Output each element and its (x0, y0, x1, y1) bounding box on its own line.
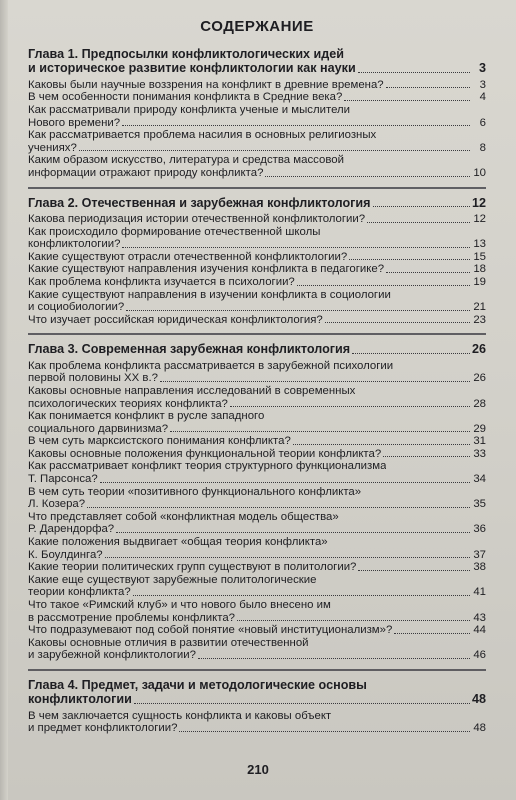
toc-line (28, 226, 486, 239)
toc-line-text: Глава 3. Современная зарубежная конфликтология (28, 342, 351, 357)
toc-line-text: Как рассматривали природу конфликта ученые и мыслители (28, 104, 351, 116)
toc-entry (28, 486, 486, 511)
toc-line-text: и историческое развитие конфликтологии как науки (28, 61, 356, 76)
toc-line (28, 276, 486, 289)
toc-line (28, 678, 486, 692)
toc-entry (28, 276, 486, 289)
toc-line-text: конфликтологии (28, 692, 132, 707)
toc-line-text: информации отражают природу конфликта? (28, 166, 264, 179)
toc-line (28, 238, 486, 251)
toc-line (28, 511, 486, 524)
dot-leader (325, 322, 470, 323)
toc-entry (28, 410, 486, 435)
toc-line (28, 448, 486, 461)
toc-chapter (28, 196, 486, 327)
toc-line-text: Какие еще существуют зарубежные политологические (28, 573, 317, 586)
toc-line (28, 117, 486, 130)
toc-line (28, 649, 486, 662)
toc-entry (28, 314, 486, 327)
toc-line-text: первой половины XX в.? (28, 372, 158, 385)
toc-line-text: Т. Парсонса? (28, 473, 98, 486)
toc-line (28, 722, 486, 735)
toc-line (28, 167, 486, 180)
toc-page-ref: 34 (473, 473, 486, 486)
toc-entry (28, 79, 486, 92)
toc-page-ref: 31 (473, 435, 486, 448)
toc-line (28, 624, 486, 637)
toc-line (28, 61, 486, 75)
toc-page-ref: 33 (473, 447, 486, 460)
toc-entry (28, 360, 486, 385)
toc-line (28, 47, 486, 61)
toc-page-ref: 29 (473, 422, 486, 435)
toc-line (28, 385, 486, 398)
toc-page-ref: 28 (473, 397, 486, 410)
toc-line-text: и социобиологии? (28, 301, 125, 314)
toc-entry (28, 536, 486, 561)
chapter-heading (28, 678, 486, 707)
dot-leader (352, 353, 470, 354)
toc-line (28, 460, 486, 473)
dot-leader (344, 100, 470, 101)
toc-page-ref: 35 (473, 498, 486, 511)
toc-entry (28, 710, 486, 735)
dot-leader (373, 206, 470, 207)
toc-line (28, 435, 486, 448)
toc-line-text: Как рассматривает конфликт теория структурного функционализма (28, 460, 387, 473)
toc-line-text: В чем заключается сущность конфликта и каковы объект (28, 709, 332, 722)
dot-leader (170, 431, 470, 432)
toc-line (28, 154, 486, 167)
chapter-heading (28, 47, 486, 76)
dot-leader (122, 125, 470, 126)
dot-leader (293, 444, 470, 445)
toc-chapter (28, 678, 486, 735)
chapter-divider (28, 187, 486, 189)
toc-line-text: Что изучает российская юридическая конфликтология? (28, 313, 323, 326)
toc-line (28, 423, 486, 436)
toc-line (28, 574, 486, 587)
toc-page-ref: 36 (473, 523, 486, 536)
dot-leader (237, 620, 470, 621)
toc-line-text: Как проблема конфликта рассматривается в зарубежной психологии (28, 359, 394, 372)
toc-line (28, 637, 486, 650)
toc-line (28, 142, 486, 155)
toc-line-text: и предмет конфликтологии? (28, 722, 178, 735)
dot-leader (100, 482, 470, 483)
toc-line-text: Нового времени? (28, 116, 121, 129)
toc-entry (28, 511, 486, 536)
toc-entry (28, 251, 486, 264)
toc-line-text: В чем суть марксистского понимания конфликта? (28, 435, 291, 448)
toc-line-text: социального дарвинизма? (28, 422, 169, 435)
toc-entry (28, 104, 486, 129)
toc-line (28, 301, 486, 314)
toc-line-text: К. Боулдинга? (28, 548, 103, 561)
dot-leader (122, 247, 470, 248)
toc-page-ref: 23 (473, 313, 486, 326)
dot-leader (133, 595, 470, 596)
toc-entry (28, 289, 486, 314)
toc-page-ref: 3 (478, 61, 486, 76)
dot-leader (160, 381, 470, 382)
dot-leader (105, 557, 470, 558)
chapter-divider (28, 333, 486, 335)
toc-line-text: Какие существуют направления изучения конфликта в педагогике? (28, 263, 385, 276)
toc-line (28, 486, 486, 499)
dot-leader (367, 222, 470, 223)
toc-page-ref: 13 (473, 238, 486, 251)
dot-leader (386, 87, 470, 88)
toc-line (28, 251, 486, 264)
toc-line-text: Каким образом искусство, литература и средства массовой (28, 154, 344, 167)
toc-page-ref: 44 (473, 624, 486, 637)
toc-line (28, 196, 486, 210)
toc-line-text: и зарубежной конфликтологии? (28, 649, 196, 662)
toc-line (28, 263, 486, 276)
toc-page-ref: 19 (473, 275, 486, 288)
toc-body (28, 47, 486, 735)
toc-entry (28, 91, 486, 104)
toc-line-text: Как проблема конфликта изучается в психологии? (28, 275, 295, 288)
toc-line (28, 536, 486, 549)
chapter-heading (28, 196, 486, 210)
dot-leader (198, 658, 470, 659)
dot-leader (179, 731, 470, 732)
toc-entry (28, 385, 486, 410)
toc-entry (28, 599, 486, 624)
toc-entry (28, 448, 486, 461)
page-number: 210 (247, 762, 269, 777)
toc-line-text: Глава 2. Отечественная и зарубежная конфликтология (28, 195, 371, 210)
toc-title: СОДЕРЖАНИЕ (200, 18, 314, 35)
toc-entry (28, 154, 486, 179)
toc-entry (28, 435, 486, 448)
dot-leader (358, 72, 470, 73)
toc-page-ref: 38 (473, 561, 486, 574)
toc-chapter (28, 342, 486, 662)
toc-page-ref: 6 (479, 116, 486, 129)
toc-line (28, 289, 486, 302)
toc-line (28, 129, 486, 142)
toc-line-text: Р. Дарендорфа? (28, 523, 115, 536)
toc-page-ref: 3 (479, 78, 486, 91)
toc-entry (28, 637, 486, 662)
toc-line (28, 561, 486, 574)
toc-page-ref: 43 (473, 611, 486, 624)
toc-page-ref: 8 (479, 141, 486, 154)
toc-line-text: Какова периодизация истории отечественной конфликтологии? (28, 212, 366, 225)
dot-leader (134, 703, 470, 704)
toc-line (28, 342, 486, 356)
toc-line (28, 314, 486, 327)
toc-page-ref: 10 (473, 166, 486, 179)
toc-line-text: Что представляет собой «конфликтная модель общества» (28, 510, 339, 523)
toc-line (28, 586, 486, 599)
page-edge-shadow (0, 0, 8, 800)
toc-line-text: Какие существуют отрасли отечественной конфликтологии? (28, 250, 348, 263)
toc-line-text: учениях? (28, 141, 77, 154)
toc-page-ref: 12 (473, 212, 486, 225)
toc-line (28, 91, 486, 104)
toc-line-text: в рассмотрение проблемы конфликта? (28, 611, 235, 624)
toc-line (28, 692, 486, 706)
toc-page-ref: 48 (473, 722, 486, 735)
chapter-heading (28, 342, 486, 356)
chapter-divider (28, 669, 486, 671)
toc-line (28, 104, 486, 117)
toc-page-ref: 12 (471, 195, 486, 210)
toc-page-ref: 41 (473, 586, 486, 599)
toc-page-ref: 21 (473, 301, 486, 314)
toc-entry (28, 263, 486, 276)
toc-line (28, 372, 486, 385)
dot-leader (383, 456, 470, 457)
toc-entry (28, 226, 486, 251)
toc-page-ref: 15 (473, 250, 486, 263)
toc-page-ref: 26 (471, 342, 486, 357)
toc-line-text: Что такое «Римский клуб» и что нового было внесено им (28, 599, 331, 611)
dot-leader (79, 150, 470, 151)
toc-line-text: Каковы основные отличия в развитии отечественной (28, 636, 309, 649)
toc-entry (28, 129, 486, 154)
toc-line (28, 599, 486, 612)
toc-line-text: теории конфликта? (28, 586, 131, 599)
toc-line (28, 213, 486, 226)
toc-line (28, 473, 486, 486)
toc-entry (28, 213, 486, 226)
toc-line-text: Какие положения выдвигает «общая теория конфликта» (28, 536, 328, 549)
dot-leader (358, 570, 470, 571)
toc-line-text: В чем особенности понимания конфликта в Средние века? (28, 91, 343, 104)
toc-line (28, 710, 486, 723)
toc-line-text: конфликтологии? (28, 238, 121, 251)
toc-line-text: Как происходило формирование отечественной школы (28, 225, 321, 238)
toc-entry (28, 561, 486, 574)
toc-line-text: психологических теориях конфликта? (28, 397, 228, 410)
toc-line-text: Глава 1. Предпосылки конфликтологических идей (28, 47, 345, 61)
toc-line-text: В чем суть теории «позитивного функционального конфликта» (28, 485, 362, 498)
toc-line (28, 410, 486, 423)
toc-line-text: Л. Козера? (28, 498, 86, 511)
toc-line-text: Глава 4. Предмет, задачи и методологические основы (28, 677, 367, 692)
toc-page-ref: 48 (471, 692, 486, 707)
toc-page-ref: 46 (473, 649, 486, 662)
dot-leader (87, 507, 470, 508)
dot-leader (265, 176, 470, 177)
dot-leader (230, 406, 470, 407)
toc-chapter (28, 47, 486, 180)
dot-leader (394, 633, 470, 634)
toc-entry (28, 624, 486, 637)
dot-leader (349, 259, 470, 260)
toc-page-ref: 37 (473, 548, 486, 561)
dot-leader (126, 310, 470, 311)
dot-leader (386, 272, 470, 273)
toc-page-ref: 26 (473, 372, 486, 385)
toc-line-text: Каковы основные положения функциональной теории конфликта? (28, 447, 382, 460)
toc-page-ref: 4 (479, 91, 486, 104)
toc-line (28, 79, 486, 92)
toc-line-text: Как рассматривается проблема насилия в основных религиозных (28, 129, 377, 142)
toc-line-text: Как понимается конфликт в русле западного (28, 410, 265, 423)
toc-line (28, 549, 486, 562)
toc-line (28, 612, 486, 625)
toc-line-text: Что подразумевают под собой понятие «новый институционализм»? (28, 624, 393, 637)
toc-line-text: Какие теории политических групп существуют в политологии? (28, 561, 357, 574)
toc-line-text: Каковы были научные воззрения на конфликт в древние времена? (28, 78, 384, 91)
toc-entry (28, 460, 486, 485)
toc-entry (28, 574, 486, 599)
toc-line-text: Каковы основные направления исследований в современных (28, 384, 356, 397)
toc-line (28, 498, 486, 511)
toc-line (28, 523, 486, 536)
dot-leader (116, 532, 470, 533)
toc-line (28, 360, 486, 373)
toc-line-text: Какие существуют направления в изучении конфликта в социологии (28, 288, 391, 301)
toc-line (28, 398, 486, 411)
toc-page-ref: 18 (473, 263, 486, 276)
dot-leader (297, 285, 470, 286)
